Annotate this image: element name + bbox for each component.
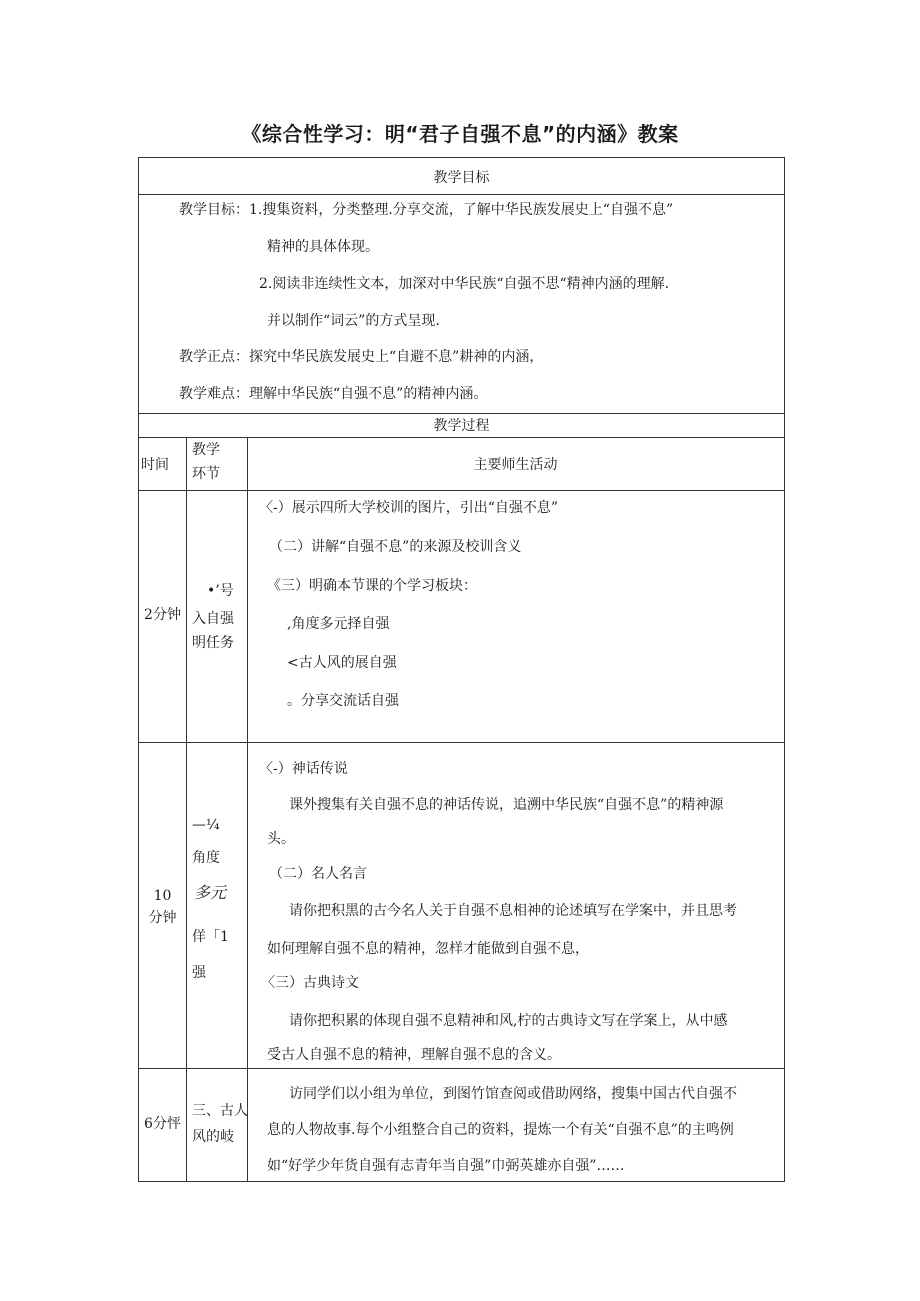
activity-item: 〈-）神话传说 — [259, 761, 348, 777]
lesson-plan-table — [138, 157, 785, 1182]
table-rule — [139, 413, 784, 414]
activity-item: 息的人物故事.每个小组整合自己的资料，提炼一个有关“自强不息”的主鸣例 — [267, 1122, 734, 1138]
activity-item: ,角度多元择自强 — [287, 616, 390, 632]
row-stage: 三、古人 — [192, 1103, 248, 1119]
row-stage: 入自强 — [192, 611, 234, 627]
activity-item: 〈-）展示四所大学校训的图片，引出“自强不息” — [259, 500, 559, 516]
row-stage: 强 — [192, 965, 206, 981]
table-rule — [139, 1068, 784, 1069]
row-stage: 角度 — [192, 850, 220, 866]
table-rule — [186, 437, 187, 1181]
activity-item: 如“好学少年货自强有志青年当自强”巾弼英雄亦自强”…… — [267, 1158, 625, 1174]
document-title: 《综合性学习：明“君子自强不息”的内涵》教案 — [241, 122, 679, 146]
activity-item: 。分享交流话自强 — [287, 693, 399, 709]
table-rule — [139, 437, 784, 438]
row-time: 6分怦 — [144, 1116, 181, 1132]
activity-item: 访同学们以小组为单位，到图竹馆查阅或借助网络，搜集中国古代自强不 — [289, 1086, 737, 1102]
activity-item: 《三）明确本节课的个学习板块： — [267, 578, 477, 594]
header-activity: 主要师生活动 — [473, 457, 558, 473]
row-stage: 多元 — [194, 883, 227, 902]
difficult-point: 教学难点：理解中华民族“自强不息”的精神内涵。 — [179, 386, 488, 402]
objective-line: 精神的具体体现。 — [267, 239, 379, 255]
activity-item: 头。 — [267, 831, 295, 847]
activity-item: 请你把积黑的古今名人关于自强不息相神的论述填写在学案中，并且思考 — [289, 903, 737, 919]
activity-item: （二）讲解“自强不息”的来源及校训含义 — [269, 539, 522, 555]
row-stage: 风的岐 — [192, 1129, 234, 1145]
row-time: 10 — [153, 888, 172, 904]
header-stage: 教学 — [192, 442, 220, 458]
activity-item: 如何理解自强不息的精神，忽样才能做到自强不息， — [267, 941, 589, 957]
activity-item: 课外搜集有关自强不息的神话传说，追溯中华民族“自强不息”的精神源 — [289, 797, 724, 813]
process-heading: 教学过程 — [433, 418, 490, 434]
activity-item: 〈三）古典诗文 — [261, 975, 359, 991]
activity-item: <古人风的展自强 — [287, 655, 397, 671]
table-rule — [139, 194, 784, 195]
objectives-heading: 教学目标 — [433, 170, 490, 186]
row-stage: 佯「1 — [192, 929, 229, 945]
activity-item: 请你把积累的体现自强不息精神和风,柠的古典诗文写在学案上，从中感 — [289, 1013, 728, 1029]
objective-line: 2.阅读非连续性文本，加深对中华民族“自强不思“精神内涵的理解. — [259, 276, 670, 292]
row-stage: 明任务 — [192, 635, 234, 651]
objective-line: 教学目标：1.搜集资料，分类整理.分享交流，了解中华民族发展史上“自强不息” — [179, 202, 674, 218]
key-point: 教学正点：探究中华民族发展史上“自避不息”耕神的内涵， — [179, 349, 544, 365]
row-time: 2分钟 — [144, 607, 181, 623]
table-rule — [247, 437, 248, 1181]
header-time: 时间 — [141, 457, 169, 473]
objective-line: 并以制作“词云”的方式呈现. — [267, 313, 440, 329]
row-stage: •’号 — [207, 583, 234, 599]
table-rule — [139, 742, 784, 743]
activity-item: 受古人自强不息的精神，理解自强不息的含义。 — [267, 1047, 561, 1063]
table-rule — [139, 490, 784, 491]
row-stage: —¼ — [192, 817, 220, 833]
row-time: 分钟 — [148, 910, 177, 926]
activity-item: （二）名人名言 — [269, 866, 367, 882]
header-stage: 环节 — [192, 466, 220, 482]
